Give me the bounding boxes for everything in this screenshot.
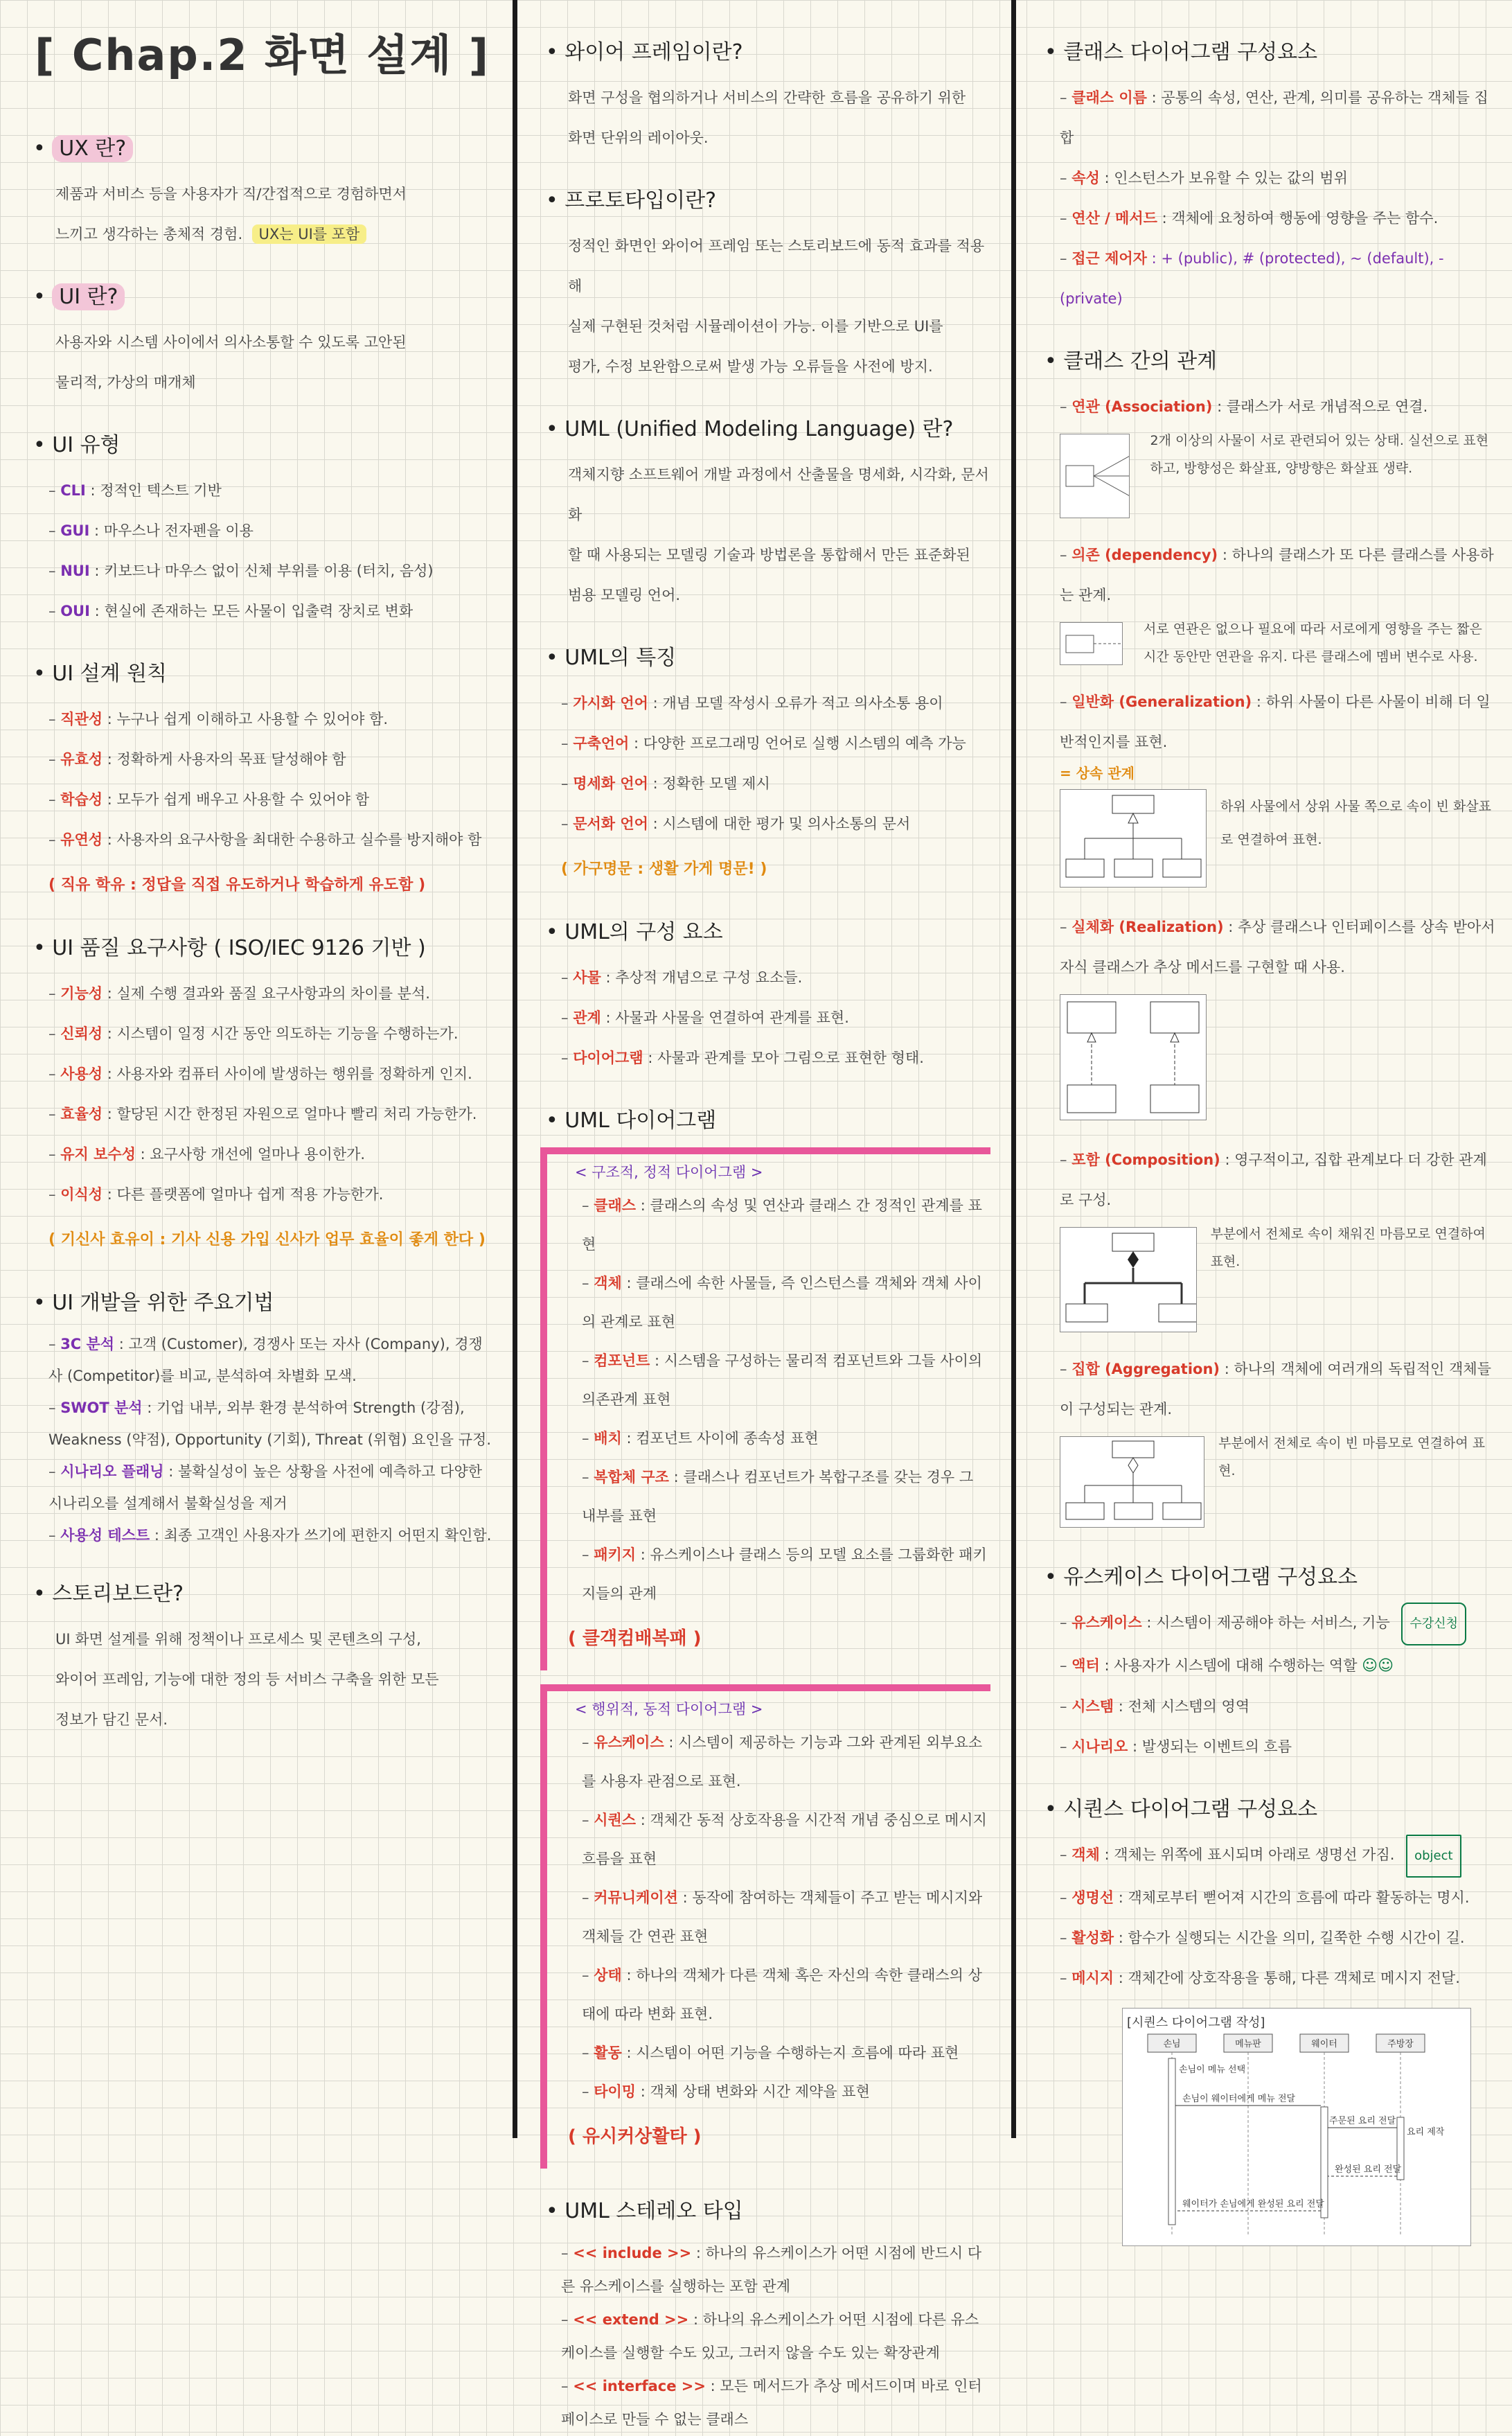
structural-subheading: < 구조적, 정적 다이어그램 > [575,1164,763,1181]
usecase-tag: 수강신청 [1401,1603,1466,1645]
dependency-item: – 의존 (dependency) : 하나의 클래스가 또 다른 클래스를 사용하는 관계. [1060,535,1498,615]
actor-icon: ☺☺ [1362,1657,1394,1675]
list-item: – << interface >> : 모든 메서드가 추상 메서드이며 바로 인터페이스로 만들 수 없는 클래스 [561,2369,990,2436]
aggregation-item: – 집합 (Aggregation) : 하나의 객체에 여러개의 독립적인 객체들이 구성되는 관계. [1060,1349,1498,1429]
stereotype-heading: • UML 스테레오 타입 [546,2194,990,2224]
list-item: – 유지 보수성 : 요구사항 개선에 얼마나 용이한가. [48,1134,492,1174]
column-divider-left [513,0,517,2138]
list-item: – 다이어그램 : 사물과 관계를 모아 그림으로 표현한 형태. [561,1038,990,1078]
list-item: – 3C 분석 : 고객 (Customer), 경쟁사 또는 자사 (Company), 경쟁사 (Competitor)를 비교, 분석하여 차별화 모색. [48,1328,492,1392]
storyboard-text-3: 정보가 담긴 문서. [55,1711,168,1728]
list-item: – 활동 : 시스템이 어떤 기능을 수행하는지 흐름에 따라 표현 [582,2033,990,2072]
column-2 [519,0,1011,2428]
aggregation-row [1039,1429,1498,1535]
dependency-desc: 서로 연관은 없으나 필요에 따라 서로에게 영향을 주는 짧은 시간 동안만 연관을 유지. 다른 클래스에 멤버 변수로 사용. [1144,621,1482,664]
list-item: – 사용성 테스트 : 최종 고객인 사용자가 쓰기에 편한지 어떤지 확인함. [48,1519,492,1551]
uml-heading: • UML (Unified Modeling Language) 란? [546,412,990,442]
sequence-figure [1122,2008,1471,2246]
ui-type-heading: • UI 유형 [33,427,492,458]
principle-mnemonic: ( 직유 학유 : 정답을 직접 유도하거나 학습하게 유도함 ) [48,876,426,894]
sequence-figure-title: [시퀀스 다이어그램 작성] [1127,2015,1265,2030]
association-desc: 2개 이상의 사물이 서로 관련되어 있는 상태. 실선으로 표현하고, 방향성은 화살표, 양방향은 화살표 생략. [1150,433,1489,476]
list-item: – 생명선 : 객체로부터 뻗어져 시간의 흐름에 따라 활동하는 명시. [1060,1878,1498,1918]
list-item: – 문서화 언어 : 시스템에 대한 평가 및 의사소통의 문서 [561,804,990,844]
list-item: – 커뮤니케이션 : 동작에 참여하는 객체들이 주고 받는 메시지와 객체들 간 연관 표현 [582,1878,990,1956]
seq-actor-label: 손님 [1163,2039,1181,2049]
list-item: – 기능성 : 실제 수행 결과와 품질 요구사항과의 차이를 분석. [48,973,492,1014]
behavioral-diagram-box [540,1684,990,2169]
generalization-row [1039,762,1498,897]
list-item: – 직관성 : 누구나 쉽게 이해하고 사용할 수 있어야 함. [48,699,492,739]
list-item: – 유스케이스 : 시스템이 제공해야 하는 서비스, 기능 수강신청 [1060,1603,1498,1645]
seq-message: 주문된 요리 전달 [1329,2116,1396,2126]
prototype-text-1: 정적인 화면인 와이어 프레임 또는 스토리보드에 동적 효과를 적용해 [568,238,985,294]
list-item: – 유효성 : 정확하게 사용자의 목표 달성해야 함 [48,739,492,779]
list-item: – 학습성 : 모두가 쉽게 배우고 사용할 수 있어야 함 [48,779,492,820]
list-item: – 구축언어 : 다양한 프로그래밍 언어로 실행 시스템의 예측 가능 [561,723,990,764]
dependency-figure [1060,622,1123,665]
association-figure [1060,434,1130,518]
feature-mnemonic: ( 가구명문 : 생활 가게 명문! ) [561,860,767,878]
usecase-heading: • 유스케이스 다이어그램 구성요소 [1044,1560,1498,1590]
behavioral-mnemonic: ( 유시커상활타 ) [568,2126,702,2147]
wireframe-text-2: 화면 단위의 레이아웃. [568,130,709,146]
composition-item: – 포함 (Composition) : 영구적이고, 집합 관계보다 더 강한 관계로 구성. [1060,1140,1498,1220]
list-item: – 시퀀스 : 객체간 동적 상호작용을 시간적 개념 중심으로 메시지 흐름을 표현 [582,1801,990,1878]
list-item: – 가시화 언어 : 개념 모델 작성시 오류가 적고 의사소통 용이 [561,683,990,723]
quality-mnemonic: ( 기신사 효유이 : 기사 신용 가입 신사가 업무 효율이 좋게 한다 ) [48,1231,486,1248]
list-item: – 복합체 구조 : 클래스나 컴포넌트가 복합구조를 갖는 경우 그 내부를 표현 [582,1458,990,1535]
sequence-diagram-svg [1127,2031,1459,2239]
list-item: – 관계 : 사물과 사물을 연결하여 관계를 표현. [561,998,990,1038]
list-item: – 객체 : 클래스에 속한 사물들, 즉 인스턴스를 객체와 객체 사이의 관계로 표현 [582,1264,990,1341]
list-item: – 명세화 언어 : 정확한 모델 제시 [561,764,990,804]
composition-figure [1060,1227,1197,1332]
seq-message: 손님이 웨이터에게 메뉴 전달 [1182,2094,1296,2104]
page-title: [ Chap.2 화면 설계 ] [35,30,490,80]
list-item: – 시스템 : 전체 시스템의 영역 [1060,1686,1498,1727]
association-row [1039,427,1498,525]
list-item: – 상태 : 하나의 객체가 다른 객체 혹은 자신의 속한 클래스의 상태에 따라 변화 표현. [582,1956,990,2033]
class-diagram-heading: • 클래스 다이어그램 구성요소 [1044,35,1498,65]
seq-actor-label: 웨이터 [1311,2039,1337,2049]
generalization-figure [1060,789,1207,888]
ui-tech-heading: • UI 개발을 위한 주요기법 [33,1285,492,1316]
aggregation-desc: 부분에서 전체로 속이 빈 마름모로 연결하여 표현. [1218,1436,1486,1479]
list-item: – 타이밍 : 객체 상태 변화와 시간 제약을 표현 [582,2072,990,2111]
list-item: – 컴포넌트 : 시스템을 구성하는 물리적 컴포넌트와 그들 사이의 의존관계 표현 [582,1341,990,1419]
composition-row [1039,1220,1498,1339]
wireframe-text-1: 화면 구성을 협의하거나 서비스의 간략한 흐름을 공유하기 위한 [568,89,966,106]
list-item: – 접근 제어자 : + (public), # (protected), ~ (default), - (private) [1060,238,1498,319]
structural-diagram-box [540,1147,990,1670]
seq-message: 요리 제작 [1407,2127,1445,2137]
list-item: – 사용성 : 사용자와 컴퓨터 사이에 발생하는 행위를 정확하게 인지. [48,1054,492,1094]
association-item: – 연관 (Association) : 클래스가 서로 개념적으로 연결. [1060,387,1498,427]
list-item: – 이식성 : 다른 플랫폼에 얼마나 쉽게 적용 가능한가. [48,1174,492,1215]
class-relation-heading: • 클래스 간의 관계 [1044,344,1498,374]
uml-text-1: 객체지향 소프트웨어 개발 과정에서 산출물을 명세화, 시각화, 문서화 [568,466,989,523]
list-item: – << include >> : 하나의 유스케이스가 어떤 시점에 반드시 다른 유스케이스를 실행하는 포함 관계 [561,2236,990,2303]
list-item: – 배치 : 컴포넌트 사이에 종속성 표현 [582,1419,990,1458]
generalization-desc: 하위 사물에서 상위 사물 쪽으로 속이 빈 화살표로 연결하여 표현. [1220,799,1492,847]
list-item: – OUI : 현실에 존재하는 모든 사물이 입출력 장치로 변화 [48,591,492,631]
list-item: – 클래스 이름 : 공통의 속성, 연산, 관계, 의미를 공유하는 객체들 집합 [1060,78,1498,158]
realization-figure [1060,994,1207,1120]
ux-text-2: 느끼고 생각하는 총체적 경험. UX는 UI를 포함 [55,214,492,254]
list-item: – 유연성 : 사용자의 요구사항을 최대한 수용하고 실수를 방지해야 함 [48,820,492,860]
list-item: – NUI : 키보드나 마우스 없이 신체 부위를 이용 (터치, 음성) [48,551,492,591]
list-item: – 클래스 : 클래스의 속성 및 연산과 클래스 간 정적인 관계를 표현 [582,1186,990,1264]
aggregation-figure [1060,1436,1204,1528]
list-item: – 객체 : 객체는 위쪽에 표시되며 아래로 생명선 가짐. object [1060,1835,1498,1878]
list-item: – 사물 : 추상적 개념으로 구성 요소들. [561,957,990,998]
list-item: – 활성화 : 함수가 실행되는 시간을 의미, 길쭉한 수행 시간이 길. [1060,1918,1498,1958]
list-item: – CLI : 정적인 텍스트 기반 [48,470,492,511]
column-3 [1018,0,1512,2209]
uml-diagram-heading: • UML 다이어그램 [546,1103,990,1133]
storyboard-text-1: UI 화면 설계를 위해 정책이나 프로세스 및 콘텐츠의 구성, [55,1631,421,1648]
list-item: – 효율성 : 할당된 시간 한정된 자원으로 얼마나 빨리 처리 가능한가. [48,1094,492,1134]
ui-text-2: 물리적, 가상의 매개체 [55,374,196,391]
list-item: – 연산 / 메서드 : 객체에 요청하여 행동에 영향을 주는 함수. [1060,198,1498,238]
storyboard-heading: • 스토리보드란? [33,1576,492,1607]
column-divider-right [1011,0,1016,2138]
wireframe-heading: • 와이어 프레임이란? [546,35,990,65]
list-item: – SWOT 분석 : 기업 내부, 외부 환경 분석하여 Strength (강점), Weakness (약점), Opportunity (기회), Threat (위협) 요인을 규정. [48,1392,492,1456]
seq-actor-label: 메뉴판 [1235,2039,1261,2049]
generalization-sub: = 상속 관계 [1060,765,1135,782]
ui-quality-heading: • UI 품질 요구사항 ( ISO/IEC 9126 기반 ) [33,930,492,961]
list-item: – 시나리오 플래닝 : 불확실성이 높은 상황을 사전에 예측하고 다양한 시나리오를 설계해서 불확실성을 제거 [48,1456,492,1519]
list-item: – 유스케이스 : 시스템이 제공하는 기능과 그와 관계된 외부요소를 사용자 관점으로 표현. [582,1723,990,1801]
list-item: – 액터 : 사용자가 시스템에 대해 수행하는 역할 ☺☺ [1060,1645,1498,1686]
sequence-heading: • 시퀀스 다이어그램 구성요소 [1044,1792,1498,1822]
seq-message: 웨이터가 손님에게 완성된 요리 전달 [1182,2199,1324,2209]
prototype-text-2: 실제 구현된 것처럼 시뮬레이션이 가능. 이를 기반으로 UI를 [568,318,943,335]
storyboard-text-2: 와이어 프레임, 기능에 대한 정의 등 서비스 구축을 위한 모든 [55,1671,439,1688]
object-tag: object [1406,1835,1461,1878]
seq-actor-label: 주방장 [1387,2039,1414,2049]
structural-mnemonic: ( 클객컴배복패 ) [568,1628,702,1649]
behavioral-subheading: < 행위적, 동적 다이어그램 > [575,1701,763,1718]
ux-text-1: 제품과 서비스 등을 사용자가 직/간접적으로 경험하면서 [55,186,407,202]
seq-message: 손님이 메뉴 선택 [1179,2065,1246,2075]
uml-text-2: 할 때 사용되는 모델링 기술과 방법론을 통합해서 만든 표준화된 [568,547,970,563]
list-item: – 속성 : 인스턴스가 보유할 수 있는 값의 범위 [1060,158,1498,198]
uml-component-heading: • UML의 구성 요소 [546,915,990,945]
uml-text-3: 범용 모델링 언어. [568,587,681,603]
list-item: – 패키지 : 유스케이스나 클래스 등의 모델 요소를 그룹화한 패키지들의 관계 [582,1535,990,1613]
ui-text-1: 사용자와 시스템 사이에서 의사소통할 수 있도록 고안된 [55,334,407,351]
list-item: – 메시지 : 객체간에 상호작용을 통해, 다른 객체로 메시지 전달. [1060,1958,1498,1998]
prototype-text-3: 평가, 수정 보완함으로써 발생 가능 오류들을 사전에 방지. [568,358,933,375]
dependency-row [1039,615,1498,672]
realization-item: – 실체화 (Realization) : 추상 클래스나 인터페이스를 상속 받아서 자식 클래스가 추상 메서드를 구현할 때 사용. [1060,907,1498,987]
ux-highlight: UX는 UI를 포함 [252,224,367,244]
ui-type-list [28,470,492,631]
list-item: – << extend >> : 하나의 유스케이스가 어떤 시점에 다른 유스케이스를 실행할 수도 있고, 그러지 않을 수도 있는 확장관계 [561,2303,990,2369]
uml-feature-heading: • UML의 특징 [546,640,990,671]
prototype-heading: • 프로토타입이란? [546,183,990,213]
ui-heading: • UI 란? [33,279,492,310]
seq-message: 완성된 요리 전달 [1335,2164,1402,2175]
generalization-item: – 일반화 (Generalization) : 하위 사물이 다른 사물이 비해 더 일반적인지를 표현. [1060,682,1498,762]
ux-heading: • UX 란? [33,131,492,161]
composition-desc: 부분에서 전체로 속이 채워진 마름모로 연결하여 표현. [1210,1226,1486,1269]
column-1 [0,0,513,2138]
list-item: – 시나리오 : 발생되는 이벤트의 흐름 [1060,1727,1498,1767]
ui-principle-heading: • UI 설계 원칙 [33,656,492,687]
list-item: – 신뢰성 : 시스템이 일정 시간 동안 의도하는 기능을 수행하는가. [48,1014,492,1054]
list-item: – GUI : 마우스나 전자펜을 이용 [48,511,492,551]
